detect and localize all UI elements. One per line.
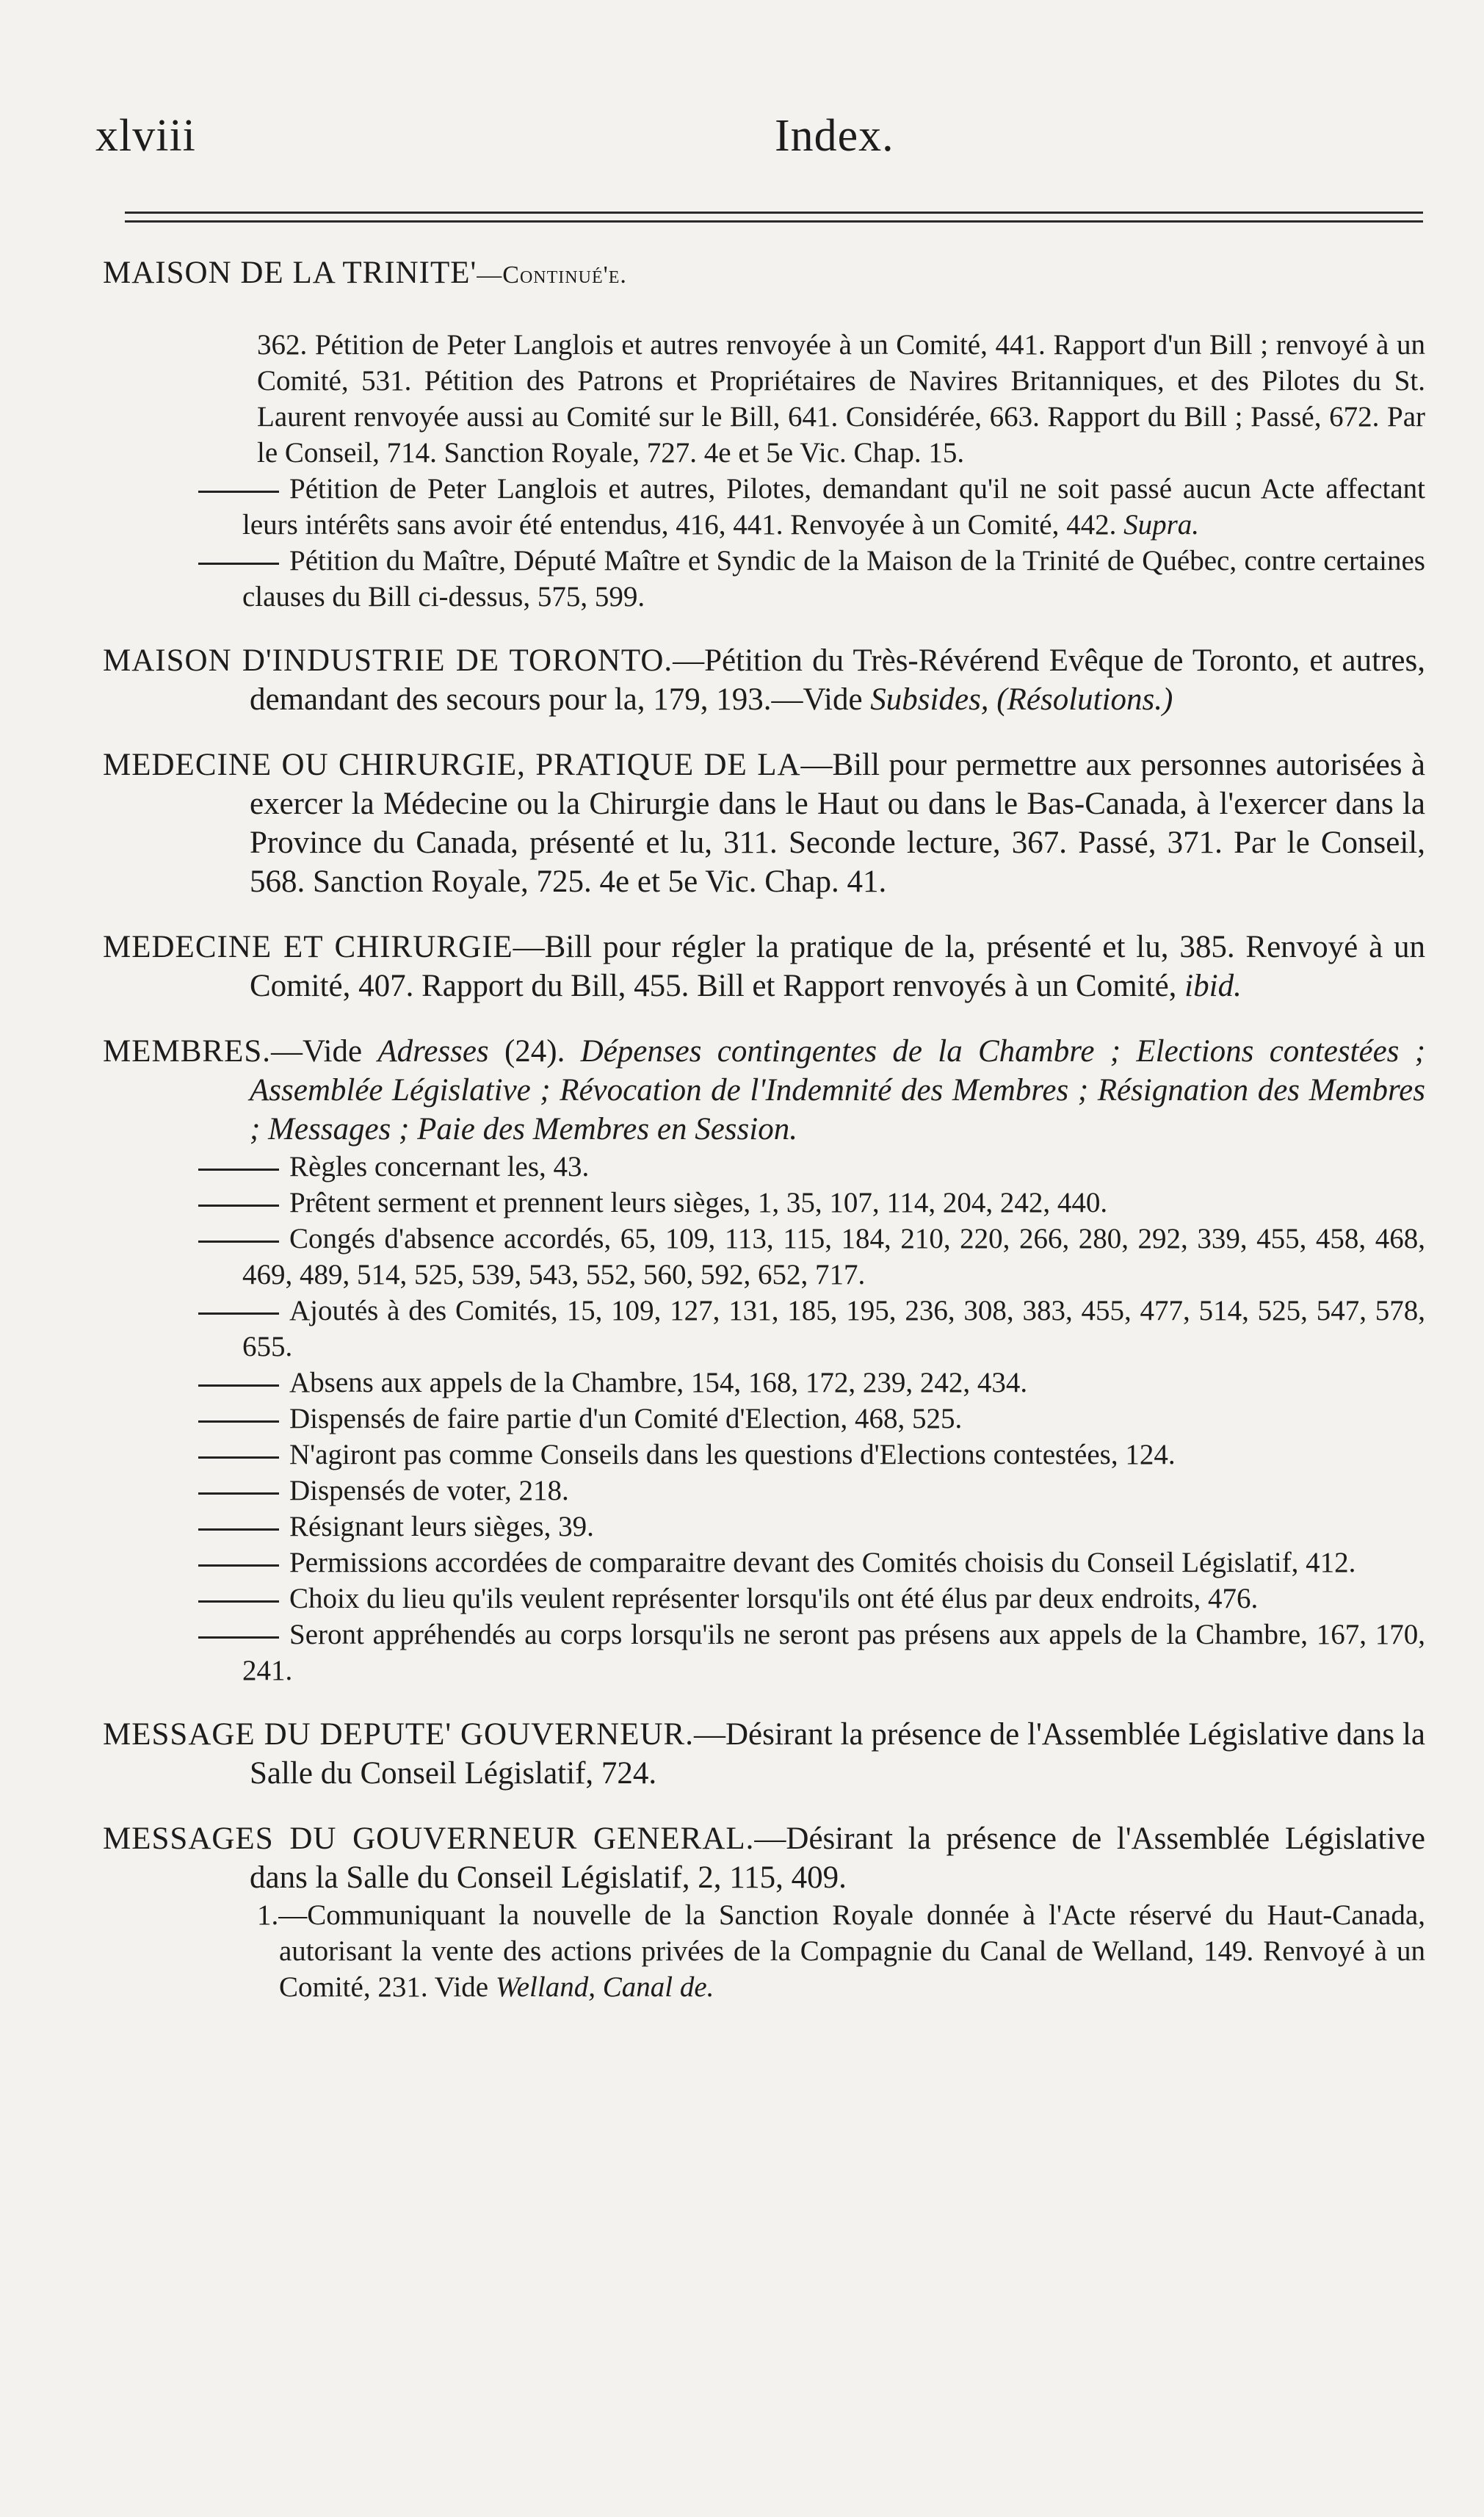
sub-item-text: Absens aux appels de la Chambre, 154, 168, 172, 239, 242, 434.	[289, 1367, 1028, 1398]
entry-reference: Subsides, (Résolutions.)	[870, 682, 1173, 717]
entry-text: —Pétition du Très-Révérend Evêque de Toronto, et autres, demandant des secours pour la, 179, 193.—Vide	[250, 643, 1425, 717]
numbered-item-text: 1.—Communiquant la nouvelle de la Sanction Royale donnée à l'Acte réservé du Haut-Canada, autorisant la vente des actions privées de la Compagnie du Canal de Welland, 149. Renvoyé à un Comité, 231. Vide	[257, 1899, 1425, 2003]
sub-item	[0, 471, 1484, 543]
numbered-item-reference: Welland, Canal de.	[495, 1971, 714, 2003]
entry-title: MEDECINE OU CHIRURGIE, PRATIQUE DE LA	[103, 748, 801, 782]
index-entry	[0, 1032, 1484, 1689]
sub-item	[0, 1401, 1484, 1437]
sub-item	[0, 1437, 1484, 1473]
sub-item-text: Dispensés de faire partie d'un Comité d'Election, 468, 525.	[289, 1403, 963, 1434]
entry-heading	[0, 641, 1484, 719]
page-header	[0, 110, 1484, 169]
sub-item	[0, 1365, 1484, 1401]
entry-reference: ibid.	[1184, 969, 1242, 1003]
sub-item-text: Choix du lieu qu'ils veulent représenter lorsqu'ils ont été élus par deux endroits, 476.	[289, 1583, 1259, 1614]
numbered-item	[0, 1897, 1484, 2005]
entry-title: MEMBRES.	[103, 1034, 272, 1069]
index-entry	[0, 928, 1484, 1005]
entry-heading	[0, 745, 1484, 901]
continued-label: —Continué'e.	[477, 261, 627, 289]
entry-title: MAISON D'INDUSTRIE DE TORONTO.	[103, 643, 673, 678]
entry-text: —Désirant la présence de l'Assemblée Législative dans la Salle du Conseil Législatif, 2, 115, 409.	[250, 1821, 1426, 1895]
entry-text-continued: (24).	[504, 1034, 565, 1069]
sub-item-text: Ajoutés à des Comités, 15, 109, 127, 131, 185, 195, 236, 308, 383, 455, 477, 514, 525, 547, 578, 655.	[242, 1295, 1425, 1362]
entry-heading	[0, 1715, 1484, 1793]
sub-item	[0, 543, 1484, 615]
em-dash-rule	[198, 1528, 279, 1531]
sub-item-text: Seront appréhendés au corps lorsqu'ils ne seront pas présens aux appels de la Chambre, 167, 170, 241.	[242, 1619, 1425, 1686]
sub-item	[0, 1509, 1484, 1545]
em-dash-rule	[198, 1420, 279, 1423]
index-entry	[0, 253, 1484, 615]
entry-heading	[0, 253, 1484, 295]
sub-item-text: Prêtent serment et prennent leurs sièges, 1, 35, 107, 114, 204, 242, 440.	[289, 1187, 1108, 1218]
page-number: xlviii	[95, 111, 196, 161]
header-rule-top	[125, 212, 1423, 214]
index-content	[0, 253, 1484, 2032]
entry-text: —Bill pour permettre aux personnes autorisées à exercer la Médecine ou la Chirurgie dans le Haut ou dans le Bas-Canada, à l'exercer dans la Province du Canada, présenté et lu, 311. Seconde lecture, 367. Passé, 371. Par le Conseil, 568. Sanction Royale, 725. 4e et 5e Vic. Chap. 41.	[250, 748, 1425, 899]
em-dash-rule	[198, 1205, 279, 1207]
entry-title: MEDECINE ET CHIRURGIE	[103, 930, 513, 964]
em-dash-rule	[198, 491, 279, 493]
em-dash-rule	[198, 1169, 279, 1171]
entry-reference-list: Dépenses contingentes de la Chambre ; Elections contestées ; Assemblée Législative ; Révocation de l'Indemnité des Membres ; Résignation des Membres ; Messages ; Paie des Membres en Session.	[250, 1034, 1426, 1146]
em-dash-rule	[198, 1636, 279, 1639]
sub-item-text: N'agiront pas comme Conseils dans les questions d'Elections contestées, 124.	[289, 1439, 1176, 1470]
header-rule-bottom	[125, 220, 1423, 223]
entry-title: MAISON DE LA TRINITE'	[103, 256, 477, 290]
sub-item	[0, 1581, 1484, 1617]
entry-title: MESSAGES DU GOUVERNEUR GENERAL.	[103, 1821, 755, 1856]
em-dash-rule	[198, 1384, 279, 1387]
em-dash-rule	[198, 1600, 279, 1603]
sub-item	[0, 1617, 1484, 1689]
em-dash-rule	[198, 1492, 279, 1495]
index-entry	[0, 1819, 1484, 2005]
sub-item	[0, 1149, 1484, 1185]
sub-item	[0, 1221, 1484, 1293]
sub-item-text: Résignant leurs sièges, 39.	[289, 1511, 594, 1542]
entry-reference: Adresses	[377, 1034, 489, 1069]
entry-heading	[0, 1819, 1484, 1897]
index-entry	[0, 641, 1484, 719]
em-dash-rule	[198, 1564, 279, 1567]
em-dash-rule	[198, 1241, 279, 1243]
index-entry	[0, 745, 1484, 901]
entry-text: —Bill pour régler la pratique de la, présenté et lu, 385. Renvoyé à un Comité, 407. Rapport du Bill, 455. Bill et Rapport renvoyés à un Comité,	[250, 930, 1425, 1003]
entry-heading	[0, 928, 1484, 1005]
sub-item-text: Règles concernant les, 43.	[289, 1151, 590, 1182]
sub-item	[0, 1473, 1484, 1509]
sub-item-text: Pétition de Peter Langlois et autres, Pilotes, demandant qu'il ne soit passé aucun Acte affectant leurs intérêts sans avoir été entendus, 416, 441. Renvoyée à un Comité, 442.	[242, 473, 1425, 541]
entry-text: —Vide	[271, 1034, 363, 1069]
sub-item	[0, 1545, 1484, 1581]
em-dash-rule	[198, 1312, 279, 1315]
index-entry	[0, 1715, 1484, 1793]
sub-item-text: Dispensés de voter, 218.	[289, 1475, 569, 1506]
entry-heading	[0, 1032, 1484, 1149]
running-title: Index.	[775, 111, 894, 161]
sub-item	[0, 1293, 1484, 1365]
em-dash-rule	[198, 563, 279, 565]
sub-item-text: Pétition du Maître, Député Maître et Syndic de la Maison de la Trinité de Québec, contre certaines clauses du Bill ci-dessus, 575, 599.	[242, 545, 1425, 613]
entry-paragraph: 362. Pétition de Peter Langlois et autres renvoyée à un Comité, 441. Rapport d'un Bill ; renvoyé à un Comité, 531. Pétition des Patrons et Propriétaires de Navires Britanniques, et des Pilotes du St. Laurent renvoyée aussi au Comité sur le Bill, 641. Considérée, 663. Rapport du Bill ; Passé, 672. Par le Conseil, 714. Sanction Royale, 727. 4e et 5e Vic. Chap. 15.	[257, 329, 1425, 469]
sub-item	[0, 1185, 1484, 1221]
sub-item-text: Congés d'absence accordés, 65, 109, 113, 115, 184, 210, 220, 266, 280, 292, 339, 455, 458, 468, 469, 489, 514, 525, 539, 543, 552, 560, 592, 652, 717.	[242, 1223, 1425, 1290]
em-dash-rule	[198, 1456, 279, 1459]
entry-text: —Désirant la présence de l'Assemblée Législative dans la Salle du Conseil Législatif, 724.	[250, 1717, 1425, 1791]
sub-item-reference: Supra.	[1123, 509, 1200, 541]
entry-title: MESSAGE DU DEPUTE' GOUVERNEUR.	[103, 1717, 694, 1752]
sub-item-text: Permissions accordées de comparaitre devant des Comités choisis du Conseil Législatif, 412.	[289, 1547, 1356, 1578]
